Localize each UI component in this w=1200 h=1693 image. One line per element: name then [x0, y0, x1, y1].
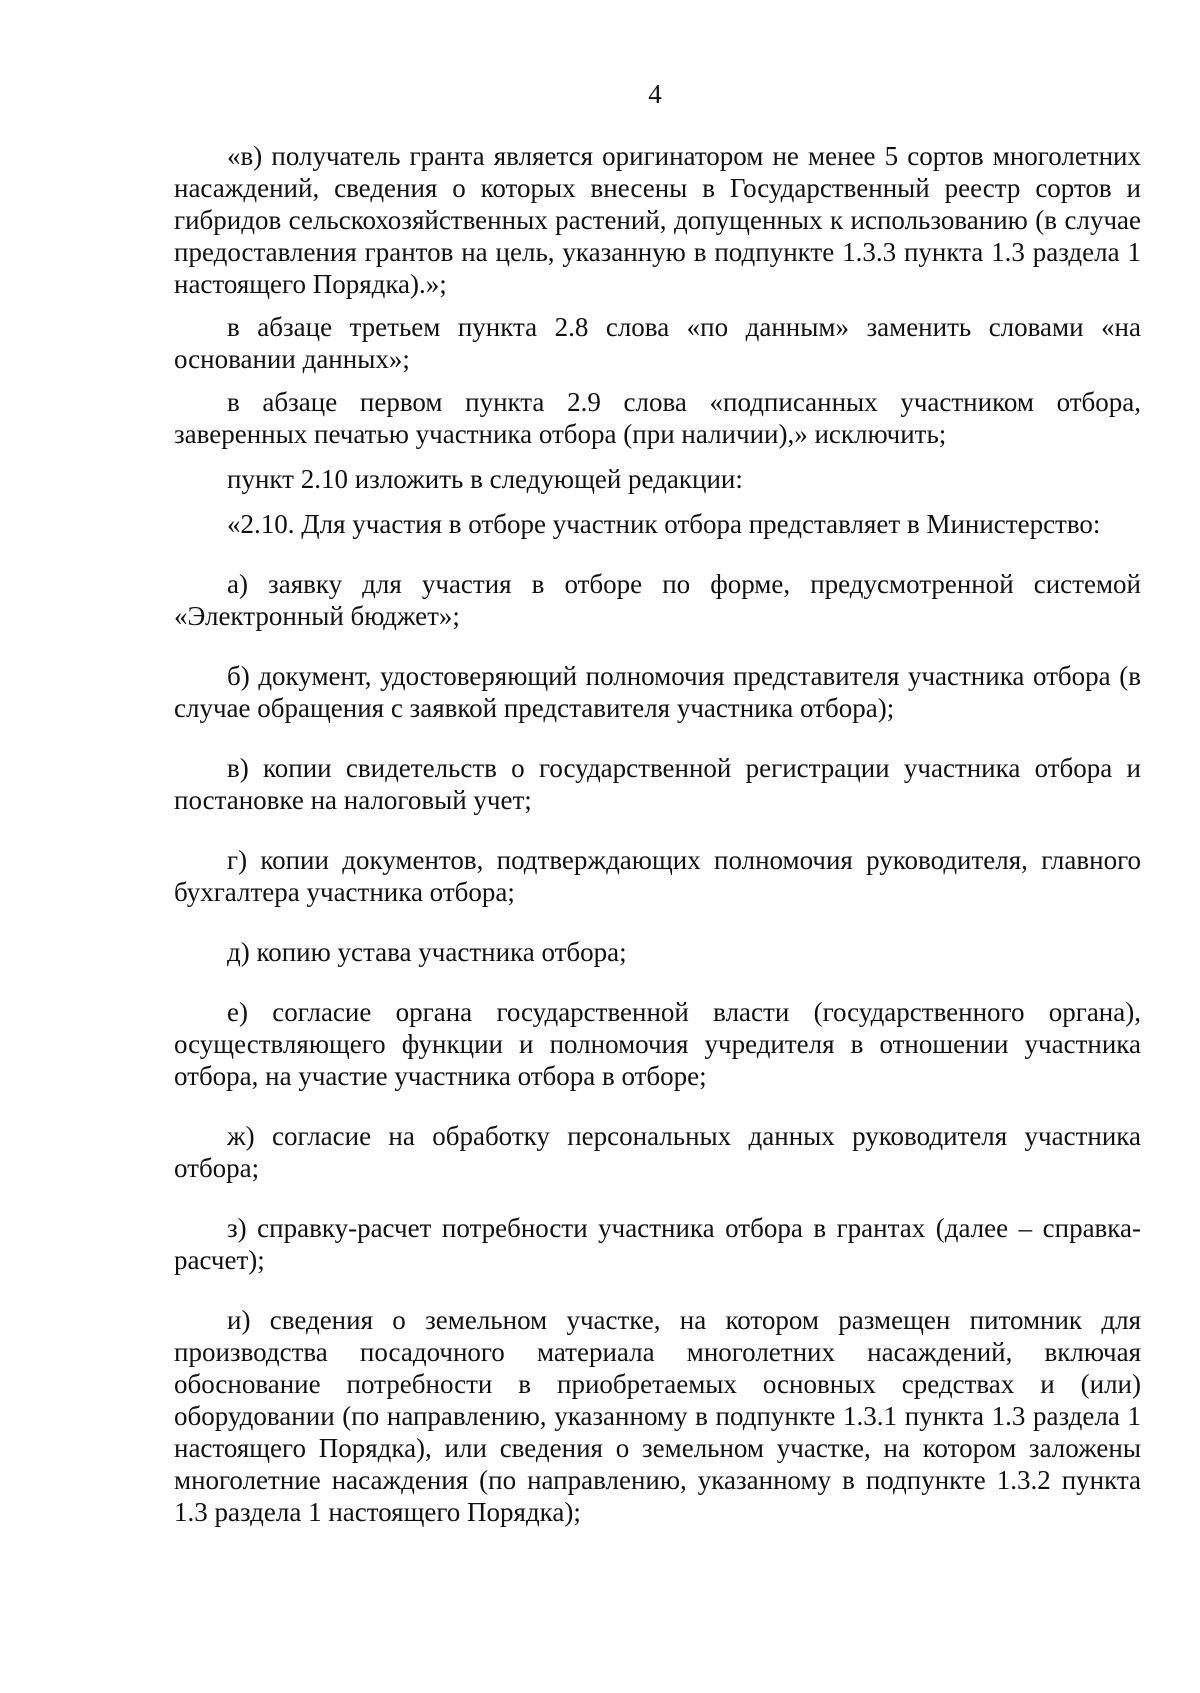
- page-number: 4: [648, 79, 662, 109]
- list-item-d: д) копию устава участника отбора;: [227, 937, 627, 967]
- list-item-i: и) сведения о земельном участке, на котором размещен питомник для производства посадочного материала многолетних насаждений, включая обоснование потребности в приобретаемых основных средствах и (или) оборудовании (по направлению, указанному в подпункте 1.3.1 пункта 1.3 раздела 1 настоящего Порядка), или сведения о земельном участке, на котором заложены многолетние насаждения (по направлению, указанному в подпункте 1.3.2 пункта 1.3 раздела 1 настоящего Порядка);: [174, 1305, 1141, 1527]
- list-item-e: е) согласие органа государственной власти (государственного органа), осуществляющего функции и полномочия учредителя в отношении участника отбора, на участие участника отбора в отборе;: [174, 997, 1141, 1091]
- paragraph-amend-2-10: пункт 2.10 изложить в следующей редакции:: [227, 464, 743, 494]
- paragraph-item-v-grant-recipient: «в) получатель гранта является оригинатором не менее 5 сортов многолетних насаждений, сведения о которых внесены в Государственный реестр сортов и гибридов сельскохозяйственных растений, допущенных к использованию (в случае предоставления грантов на цель, указанную в подпункте 1.3.3 пункта 1.3 раздела 1 настоящего Порядка).»;: [174, 141, 1141, 299]
- paragraph-2-10-intro: «2.10. Для участия в отборе участник отбора представляет в Министерство:: [227, 509, 1101, 539]
- list-item-g: г) копии документов, подтверждающих полномочия руководителя, главного бухгалтера участника отбора;: [174, 845, 1141, 907]
- list-item-v: в) копии свидетельств о государственной регистрации участника отбора и постановке на налоговый учет;: [174, 753, 1141, 815]
- document-body: [174, 140, 1141, 1528]
- paragraph-amend-2-8: в абзаце третьем пункта 2.8 слова «по данным» заменить словами «на основании данных»;: [174, 312, 1141, 374]
- paragraph-amend-2-9: в абзаце первом пункта 2.9 слова «подписанных участником отбора, заверенных печатью участника отбора (при наличии),» исключить;: [174, 387, 1141, 449]
- list-item-b: б) документ, удостоверяющий полномочия представителя участника отбора (в случае обращения с заявкой представителя участника отбора);: [174, 661, 1141, 723]
- list-item-a: а) заявку для участия в отборе по форме, предусмотренной системой «Электронный бюджет»;: [174, 569, 1141, 631]
- list-item-z: з) справку-расчет потребности участника отбора в грантах (далее – справка-расчет);: [174, 1213, 1141, 1275]
- list-item-zh: ж) согласие на обработку персональных данных руководителя участника отбора;: [174, 1121, 1141, 1183]
